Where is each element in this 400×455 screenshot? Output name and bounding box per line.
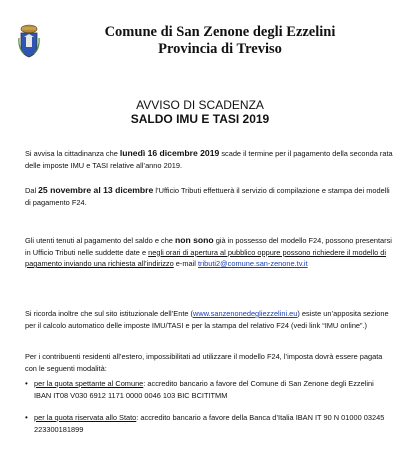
p4-text-c: ) esiste un’apposita sezione per il calcolo automatico delle imposte IMU/TASI e per la stampa del relativo F24 (vedi link “IMU online”.): [25, 309, 389, 330]
p1-text-c: scade il termine per il pagamento della seconda rata delle imposte IMU e TASI relative all’anno 2019.: [25, 149, 393, 170]
bullet-dot: •: [25, 413, 28, 422]
paragraph-foreign-residents: Per i contribuenti residenti all’estero, impossibilitati ad utilizzare il modello F24, l’imposta dovrà essere pagata con le seguenti modalità:: [25, 352, 383, 373]
bullet-lead: per la quota spettante al Comune: [34, 379, 144, 388]
p2-text-c: l’Ufficio Tributi effettuerà il servizio di compilazione e stampa dei modelli di pagamento F24.: [25, 186, 390, 207]
p3-text-e: e-mail: [173, 259, 198, 268]
bullet-stato: [25, 412, 389, 435]
p4-text-a: Si ricorda inoltre che sul sito istituzionale dell’Ente (: [25, 309, 194, 318]
p3-emphasis: non sono: [174, 235, 214, 245]
bullet-comune: [25, 378, 389, 401]
paragraph-f24-request: [25, 235, 393, 270]
service-dates: 25 novembre al 13 dicembre: [38, 185, 154, 195]
bullet-lead: per la quota riservata allo Stato: [34, 413, 137, 422]
bullet-text: : accredito bancario a favore del Comune di San Zenone degli Ezzelini IBAN IT08 V030 6912 1171 0000 0046 103 BIC BCITITMM: [34, 379, 374, 400]
municipal-crest-icon: [18, 24, 40, 58]
paragraph-website: [25, 308, 393, 331]
p2-text-a: Dal: [25, 186, 39, 195]
notice-heading: [0, 98, 400, 126]
email-link[interactable]: tributi2@comune.san-zenone.tv.it: [197, 259, 308, 268]
p3-text-c: già in possesso del modello F24, possono presentarsi in Ufficio Tributi nelle suddette date e: [25, 236, 392, 257]
notice-subtitle: SALDO IMU E TASI 2019: [130, 112, 270, 126]
website-link[interactable]: www.sanzenonedegliezzelini.eu: [193, 309, 298, 318]
municipality-name: Comune di San Zenone degli Ezzelini: [104, 24, 336, 40]
p3-text-a: Gli utenti tenuti al pagamento del saldo e che: [25, 236, 175, 245]
p1-text-a: Si avvisa la cittadinanza che: [25, 149, 120, 158]
bullet-dot: •: [25, 379, 28, 388]
deadline-date: lunedì 16 dicembre 2019: [119, 148, 220, 158]
paragraph-deadline: [25, 148, 393, 171]
p3-underlined-text: negli orari di apertura al pubblico oppure possono richiedere il modello di pagamento inviando una richiesta all’indirizzo: [25, 247, 387, 268]
province-name: Provincia di Treviso: [158, 41, 282, 57]
paragraph-service-dates: [25, 185, 393, 208]
notice-title: AVVISO DI SCADENZA: [136, 98, 264, 112]
bullet-text: : accredito bancario a favore della Banca d’Italia IBAN IT 90 N 01000 03245 223300181899: [34, 413, 385, 434]
